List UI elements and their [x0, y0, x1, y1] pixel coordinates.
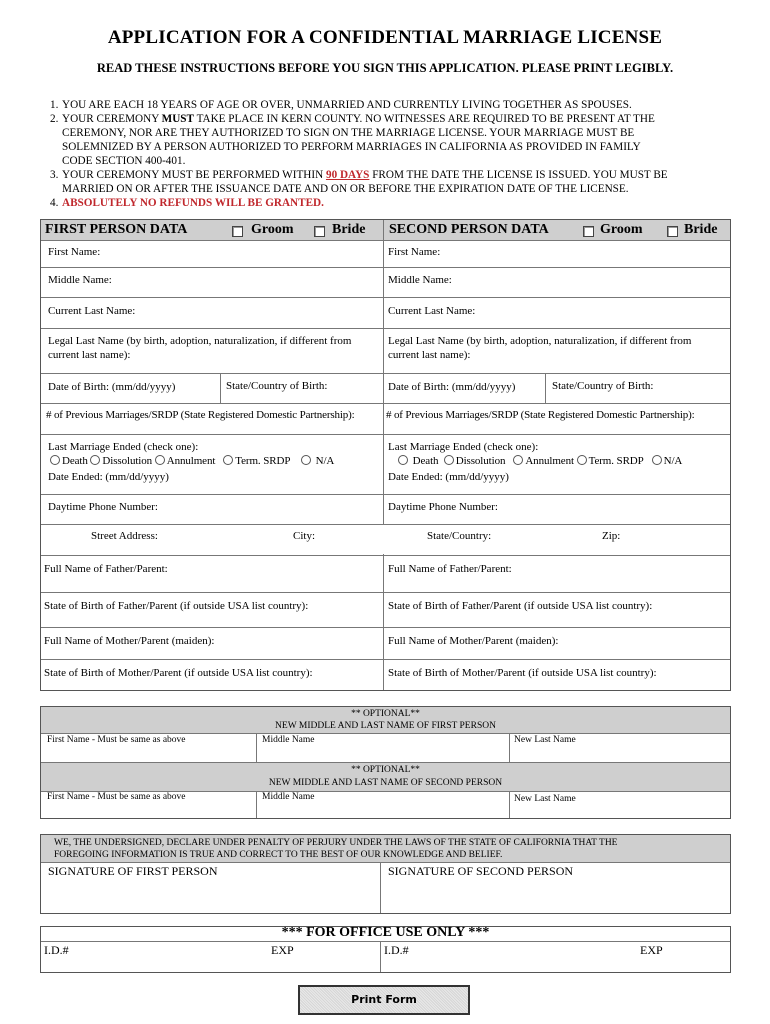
optional-2-subtitle: NEW MIDDLE AND LAST NAME OF SECOND PERSON [268, 778, 503, 788]
second-first-name-field[interactable]: First Name: [388, 246, 441, 258]
radio-icon[interactable] [398, 455, 408, 465]
state-country-field[interactable]: State/Country: [427, 530, 492, 542]
instruction-2-line-3: SOLEMNIZED BY A PERSON AUTHORIZED TO PERFORM MARRIAGES IN CALIFORNIA AS PROVIDED IN FAMILY [62, 141, 641, 153]
radio-icon[interactable] [652, 455, 662, 465]
instruction-3 [50, 168, 722, 182]
row-divider [41, 555, 730, 556]
page-title: APPLICATION FOR A CONFIDENTIAL MARRIAGE LICENSE [107, 27, 663, 48]
instruction-2-line-2: CEREMONY, NOR ARE THEY AUTHORIZED TO SIGN ON THE MARRIAGE LICENSE. YOUR MARRIAGE MUST BE [62, 127, 635, 139]
first-father-state-field[interactable]: State of Birth of Father/Parent (if outside USA list country): [44, 600, 309, 612]
second-phone-field[interactable]: Daytime Phone Number: [388, 501, 498, 513]
first-option-dissolution[interactable]: Dissolution [90, 455, 152, 467]
optional-2-last-name-field[interactable]: New Last Name [514, 794, 576, 804]
first-option-na[interactable]: N/A [301, 455, 334, 467]
first-option-term-srdp[interactable]: Term. SRDP [223, 455, 290, 467]
first-middle-name-field[interactable]: Middle Name: [48, 274, 112, 286]
no-refunds-warning: ABSOLUTELY NO REFUNDS WILL BE GRANTED. [62, 197, 324, 209]
radio-icon[interactable] [223, 455, 233, 465]
instruction-number: 2. [50, 113, 59, 125]
optional-1-middle-name-field[interactable]: Middle Name [262, 735, 315, 745]
office-use-divider [41, 941, 730, 942]
instruction-text: YOUR CEREMONY [62, 113, 162, 125]
second-option-term-srdp[interactable]: Term. SRDP [577, 455, 644, 467]
radio-icon[interactable] [301, 455, 311, 465]
instruction-number: 1. [50, 99, 59, 111]
office-id-2: I.D.# [384, 943, 409, 957]
second-current-last-name-field[interactable]: Current Last Name: [388, 305, 476, 317]
zip-field[interactable]: Zip: [602, 530, 621, 542]
optional-1-first-name-field[interactable]: First Name - Must be same as above [47, 735, 186, 745]
second-previous-marriages-field[interactable]: # of Previous Marriages/SRDP (State Registered Domestic Partnership): [386, 409, 695, 421]
radio-icon[interactable] [444, 455, 454, 465]
first-groom-checkbox[interactable] [232, 226, 243, 237]
second-legal-last-name-field[interactable]: Legal Last Name (by birth, adoption, naturalization, if different from current last name): [388, 335, 692, 361]
office-use-column-divider [380, 942, 381, 972]
optional-2-first-name-field[interactable]: First Name - Must be same as above [47, 792, 186, 802]
first-previous-marriages-field[interactable]: # of Previous Marriages/SRDP (State Registered Domestic Partnership): [46, 409, 355, 421]
optional-1-title: ** OPTIONAL** [351, 709, 420, 719]
dob-divider [220, 374, 221, 403]
second-mother-name-field[interactable]: Full Name of Mother/Parent (maiden): [388, 635, 559, 647]
first-groom-label: Groom [251, 222, 294, 237]
street-address-field[interactable]: Street Address: [91, 530, 158, 542]
first-mother-state-field[interactable]: State of Birth of Mother/Parent (if outside USA list country): [44, 667, 313, 679]
office-use-title: *** FOR OFFICE USE ONLY *** [281, 925, 490, 940]
optional-1-divider [256, 734, 257, 762]
row-divider [41, 592, 730, 593]
first-phone-field[interactable]: Daytime Phone Number: [48, 501, 158, 513]
second-bride-label: Bride [684, 222, 718, 237]
instruction-text: YOU ARE EACH 18 YEARS OF AGE OR OVER, UNMARRIED AND CURRENTLY LIVING TOGETHER AS SPOUSES. [62, 99, 632, 111]
radio-icon[interactable] [513, 455, 523, 465]
ninety-days-emphasis: 90 DAYS [325, 169, 370, 181]
optional-2-divider [256, 791, 257, 818]
first-mother-name-field[interactable]: Full Name of Mother/Parent (maiden): [44, 635, 215, 647]
instruction-2-line-4: CODE SECTION 400-401. [62, 155, 186, 167]
instruction-emphasis: MUST [161, 113, 194, 125]
first-person-heading: FIRST PERSON DATA [45, 222, 188, 237]
signature-divider [380, 862, 381, 913]
row-divider [41, 297, 730, 298]
first-bride-label: Bride [332, 222, 366, 237]
optional-1-divider [509, 734, 510, 762]
instruction-text: TAKE PLACE IN KERN COUNTY. NO WITNESSES ARE REQUIRED TO BE PRESENT AT THE [193, 113, 655, 125]
second-father-state-field[interactable]: State of Birth of Father/Parent (if outside USA list country): [388, 600, 653, 612]
instruction-2 [50, 112, 722, 126]
first-option-death[interactable]: Death [50, 455, 88, 467]
second-option-na[interactable]: N/A [652, 455, 683, 467]
second-groom-label: Groom [600, 222, 643, 237]
second-father-name-field[interactable]: Full Name of Father/Parent: [388, 563, 512, 575]
second-option-annulment[interactable]: Annulment [513, 455, 574, 467]
first-dob-field[interactable]: Date of Birth: (mm/dd/yyyy) [48, 381, 176, 393]
instruction-text: FROM THE DATE THE LICENSE IS ISSUED. YOU MUST BE [369, 169, 668, 181]
first-legal-last-name-field[interactable]: Legal Last Name (by birth, adoption, naturalization, if different from current last name): [48, 335, 352, 361]
first-father-name-field[interactable]: Full Name of Father/Parent: [44, 563, 168, 575]
optional-2-middle-name-field[interactable]: Middle Name [262, 792, 315, 802]
second-mother-state-field[interactable]: State of Birth of Mother/Parent (if outside USA list country): [388, 667, 657, 679]
second-date-ended-field[interactable]: Date Ended: (mm/dd/yyyy) [388, 471, 509, 483]
declaration-line-1: WE, THE UNDERSIGNED, DECLARE UNDER PENALTY OF PERJURY UNDER THE LAWS OF THE STATE OF CALIFORNIA THAT THE [54, 838, 618, 848]
second-last-marriage-label: Last Marriage Ended (check one): [388, 441, 539, 453]
row-divider [41, 373, 730, 374]
instruction-3-line-2: MARRIED ON OR AFTER THE ISSUANCE DATE AND ON OR BEFORE THE EXPIRATION DATE OF THE LICENSE. [62, 183, 629, 195]
first-bride-checkbox[interactable] [314, 226, 325, 237]
row-divider [41, 494, 730, 495]
row-divider [41, 627, 730, 628]
office-exp-1: EXP [271, 943, 294, 957]
second-person-heading: SECOND PERSON DATA [389, 222, 549, 237]
second-birth-state-field[interactable]: State/Country of Birth: [552, 380, 654, 392]
second-bride-checkbox[interactable] [667, 226, 678, 237]
row-divider [41, 328, 730, 329]
radio-icon[interactable] [50, 455, 60, 465]
second-dob-field[interactable]: Date of Birth: (mm/dd/yyyy) [388, 381, 516, 393]
second-option-death[interactable]: Death [398, 455, 438, 467]
first-last-marriage-options [50, 455, 334, 467]
declaration-line-2: FOREGOING INFORMATION IS TRUE AND CORRECT TO THE BEST OF OUR KNOWLEDGE AND BELIEF. [54, 850, 503, 860]
first-last-marriage-label: Last Marriage Ended (check one): [48, 441, 199, 453]
radio-icon[interactable] [577, 455, 587, 465]
second-middle-name-field[interactable]: Middle Name: [388, 274, 452, 286]
city-field[interactable]: City: [293, 530, 316, 542]
row-divider [41, 267, 730, 268]
address-row-gap [382, 525, 385, 554]
optional-2-title: ** OPTIONAL** [351, 765, 420, 775]
radio-icon[interactable] [90, 455, 100, 465]
instruction-4 [50, 196, 722, 210]
second-last-marriage-options [398, 455, 682, 467]
second-signature-field[interactable]: SIGNATURE OF SECOND PERSON [388, 864, 574, 878]
radio-icon[interactable] [155, 455, 165, 465]
page-subtitle: READ THESE INSTRUCTIONS BEFORE YOU SIGN THIS APPLICATION. PLEASE PRINT LEGIBLY. [96, 61, 674, 75]
second-option-dissolution[interactable]: Dissolution [444, 455, 506, 467]
instruction-number: 3. [50, 169, 59, 181]
instruction-1 [50, 98, 722, 112]
row-divider [41, 403, 730, 404]
optional-2-divider [509, 791, 510, 818]
instruction-text: YOUR CEREMONY MUST BE PERFORMED WITHIN [62, 169, 326, 181]
optional-1-subtitle: NEW MIDDLE AND LAST NAME OF FIRST PERSON [275, 721, 496, 731]
row-divider [41, 659, 730, 660]
first-birth-state-field[interactable]: State/Country of Birth: [226, 380, 328, 392]
office-exp-2: EXP [640, 943, 663, 957]
first-signature-field[interactable]: SIGNATURE OF FIRST PERSON [48, 864, 218, 878]
column-divider [383, 220, 384, 690]
row-divider [41, 434, 730, 435]
first-date-ended-field[interactable]: Date Ended: (mm/dd/yyyy) [48, 471, 169, 483]
second-groom-checkbox[interactable] [583, 226, 594, 237]
office-id-1: I.D.# [44, 943, 69, 957]
instruction-number: 4. [50, 197, 59, 209]
first-option-annulment[interactable]: Annulment [155, 455, 216, 467]
first-first-name-field[interactable]: First Name: [48, 246, 101, 258]
first-current-last-name-field[interactable]: Current Last Name: [48, 305, 136, 317]
dob-divider [545, 374, 546, 403]
optional-1-last-name-field[interactable]: New Last Name [514, 735, 576, 745]
print-form-button[interactable]: Print Form [298, 985, 470, 1015]
